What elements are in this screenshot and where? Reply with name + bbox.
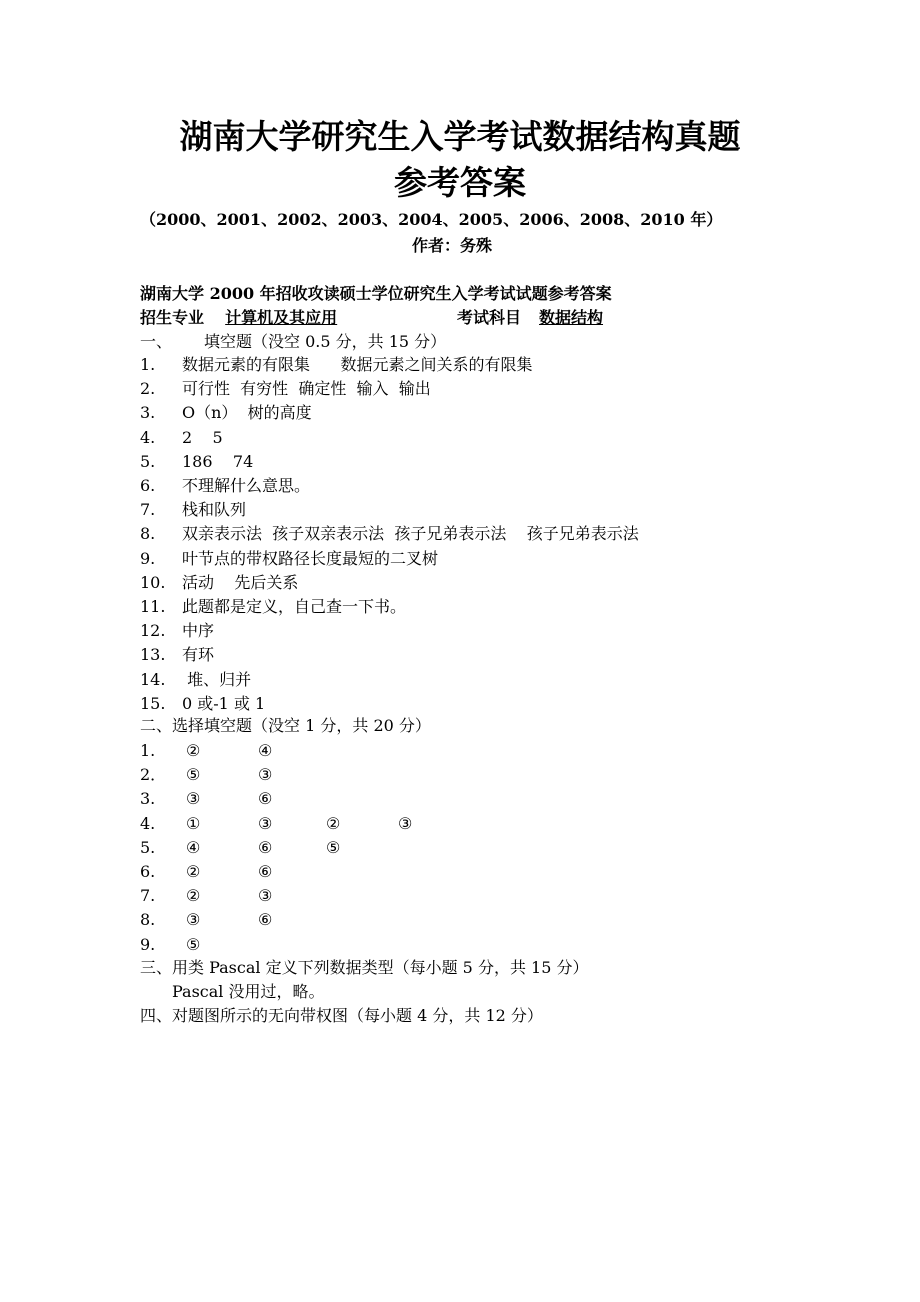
item-answer: 0 或-1 或 1 xyxy=(182,693,266,713)
item-answer: 叶节点的带权路径长度最短的二叉树 xyxy=(182,548,439,568)
choice-answer: ③ xyxy=(258,765,273,785)
exam-title: 湖南大学 2000 年招收攻读硕士学位研究生入学考试试题参考答案 xyxy=(140,284,612,303)
exam-info xyxy=(140,306,820,330)
choice-answer: ⑥ xyxy=(258,910,273,930)
item-number: 5. xyxy=(140,837,156,857)
choice-answer: ③ xyxy=(258,886,273,906)
item-answer: 活动 先后关系 xyxy=(182,572,299,592)
item-answer: 双亲表示法 孩子双亲表示法 孩子兄弟表示法 孩子兄弟表示法 xyxy=(182,524,639,544)
choice-answer: ⑥ xyxy=(258,789,273,809)
choice-answer: ⑥ xyxy=(258,837,273,857)
choice-answer: ④ xyxy=(258,741,273,760)
item-number: 4. xyxy=(140,427,156,447)
choice-answer: ⑥ xyxy=(258,862,273,881)
item-number: 8. xyxy=(140,910,156,930)
choice-answer: ③ xyxy=(398,813,413,833)
item-answer: 186 74 xyxy=(182,451,254,471)
choice-answer: ② xyxy=(186,862,201,881)
choice-answer: ② xyxy=(326,813,341,833)
item-number: 9. xyxy=(140,548,156,568)
item-answer: 栈和队列 xyxy=(182,500,247,520)
item-answer: 有环 xyxy=(182,645,215,665)
item-number: 1. xyxy=(140,741,156,760)
major-value: 计算机及其应用 xyxy=(225,308,338,327)
section1-number: 一、 xyxy=(140,332,173,351)
item-number: 7. xyxy=(140,500,156,520)
years-covered: （2000、2001、2002、2003、2004、2005、2006、2008、2010 年） xyxy=(140,210,723,229)
choice-answer: ⑤ xyxy=(326,837,341,857)
section4-heading: 四、对题图所示的无向带权图（每小题 4 分，共 12 分） xyxy=(140,1006,543,1025)
item-number: 2． xyxy=(140,765,167,785)
section3-note: Pascal 没用过，略。 xyxy=(172,982,325,1001)
choice-answer: ⑤ xyxy=(186,765,201,785)
item-number: 11. xyxy=(140,597,166,616)
choice-answer: ③ xyxy=(258,813,273,833)
choice-answer: ④ xyxy=(186,837,201,857)
section1-title: 填空题（没空 0.5 分，共 15 分） xyxy=(204,332,447,351)
item-answer: 可行性 有穷性 确定性 输入 输出 xyxy=(182,379,431,399)
item-answer: 2 5 xyxy=(182,427,223,447)
item-answer: 此题都是定义，自己查一下书。 xyxy=(182,597,407,616)
choice-answer: ① xyxy=(186,813,201,833)
item-number: 13. xyxy=(140,645,166,665)
choice-answer: ② xyxy=(186,886,201,906)
item-number: 7. xyxy=(140,886,156,906)
section3-heading: 三、用类 Pascal 定义下列数据类型（每小题 5 分，共 15 分） xyxy=(140,958,589,977)
item-number: 5. xyxy=(140,451,156,471)
choice-answer: ③ xyxy=(186,789,201,809)
subject-value: 数据结构 xyxy=(539,308,604,327)
item-number: 6. xyxy=(140,476,156,495)
item-number: 15. xyxy=(140,693,166,713)
item-number: 9. xyxy=(140,934,156,954)
item-number: 6. xyxy=(140,862,156,881)
item-number: 4. xyxy=(140,813,156,833)
item-number: 14. xyxy=(140,669,166,689)
subject-label: 考试科目 xyxy=(457,308,522,327)
choice-answer: ② xyxy=(186,741,201,760)
item-answer: 数据元素的有限集 数据元素之间关系的有限集 xyxy=(182,355,533,374)
choice-answer: ⑤ xyxy=(186,934,201,954)
item-number: 1. xyxy=(140,355,156,374)
item-answer: 堆、归并 xyxy=(182,669,252,689)
item-number: 8. xyxy=(140,524,156,544)
item-answer: 中序 xyxy=(182,621,215,641)
item-number: 3. xyxy=(140,789,156,809)
item-number: 3. xyxy=(140,403,156,423)
document-title: 湖南大学研究生入学考试数据结构真题 xyxy=(179,117,741,156)
major-label: 招生专业 xyxy=(140,308,205,327)
item-number: 10. xyxy=(140,572,166,592)
section2-heading: 二、选择填空题（没空 1 分，共 20 分） xyxy=(140,716,431,735)
choice-answer: ③ xyxy=(186,910,201,930)
item-number: 2. xyxy=(140,379,156,399)
item-number: 12. xyxy=(140,621,166,641)
document-subtitle: 参考答案 xyxy=(394,163,526,202)
item-answer: O（n） 树的高度 xyxy=(182,403,312,423)
item-answer: 不理解什么意思。 xyxy=(182,476,311,495)
author: 作者：务殊 xyxy=(412,236,493,255)
